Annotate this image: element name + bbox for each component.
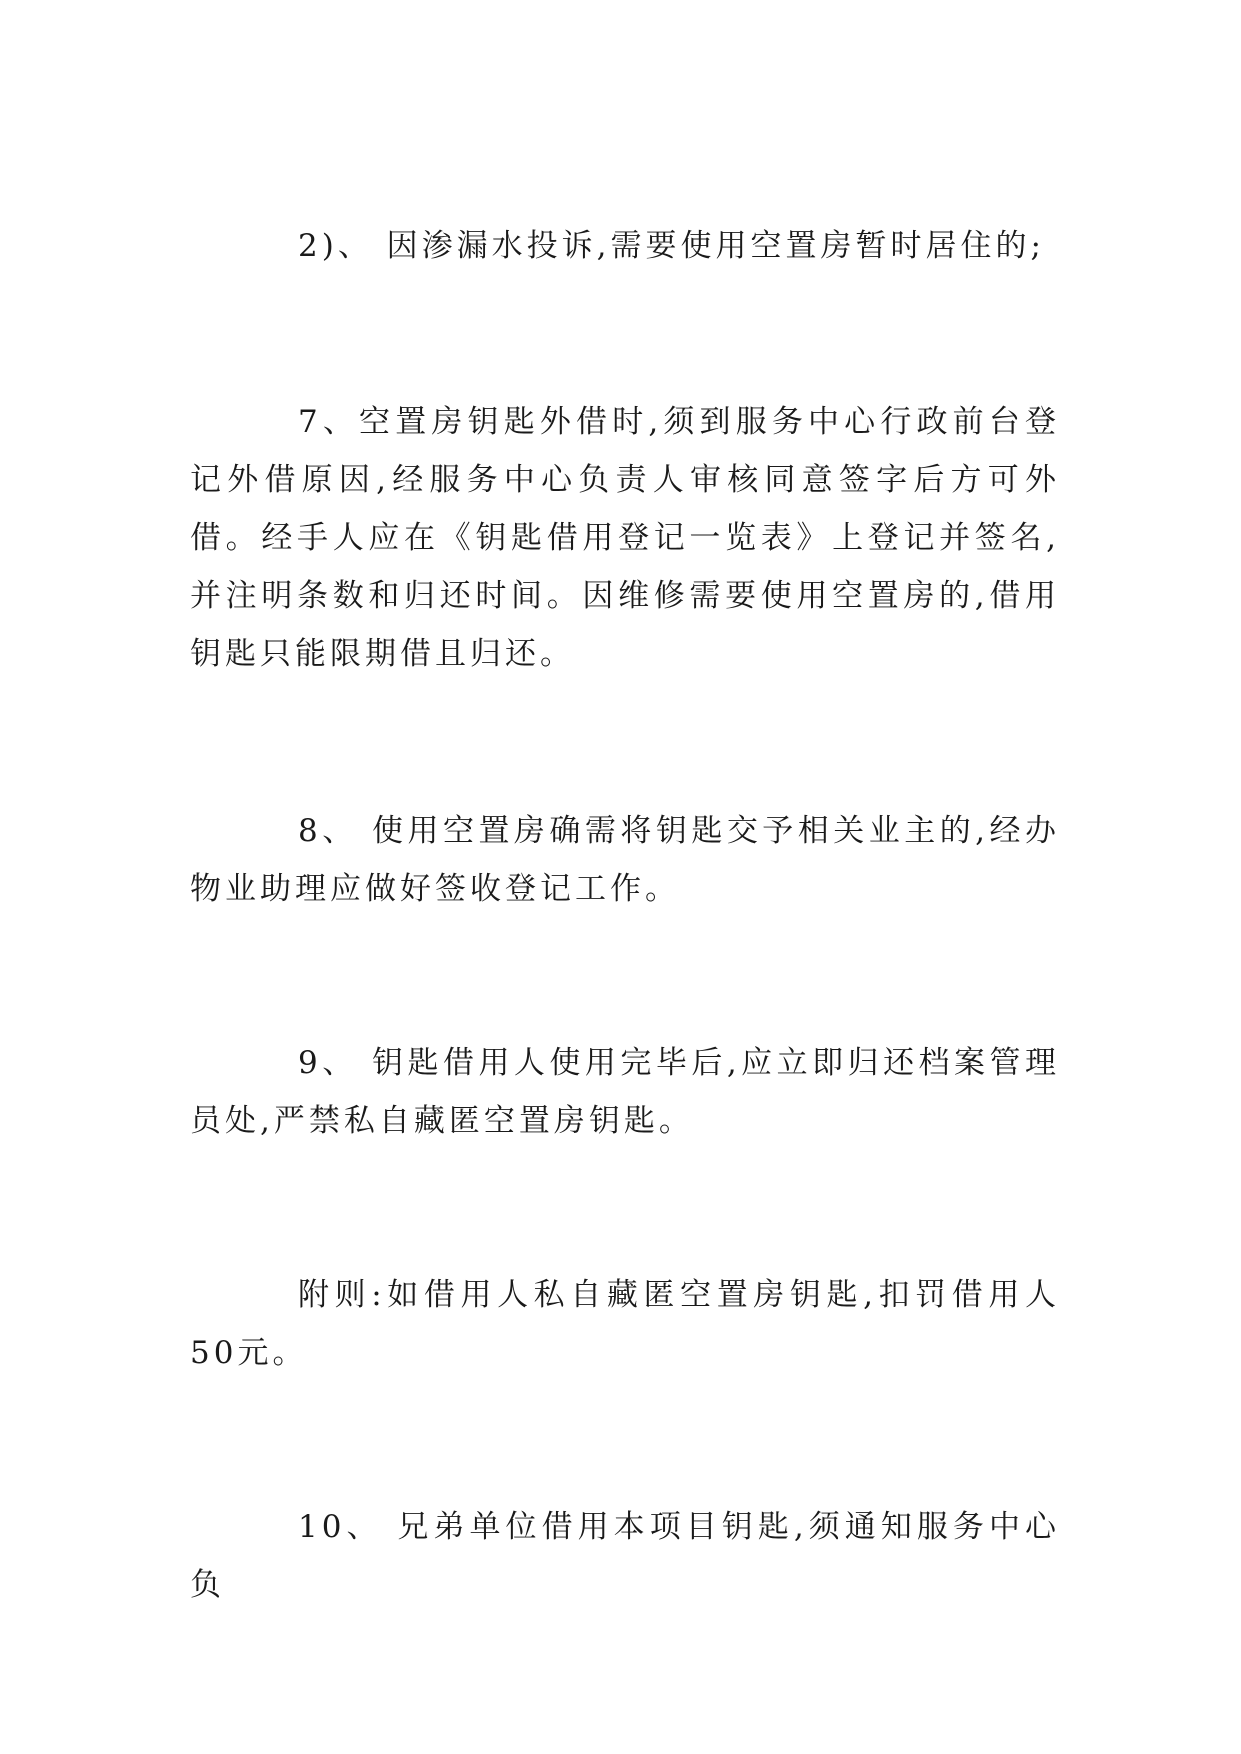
- paragraph-rule-10-sibling-units: 10、 兄弟单位借用本项目钥匙,须通知服务中心负: [190, 1509, 1060, 1603]
- paragraph-rule-7-key-lending: 7、空置房钥匙外借时,须到服务中心行政前台登记外借原因,经服务中心负责人审核同意签字后方可外借。经手人应在《钥匙借用登记一览表》上登记并签名,并注明条数和归还时间。因维修需要使用空置房的,借用钥匙只能限期借且归还。: [190, 404, 1060, 672]
- paragraph-rule-8-key-handover: 8、 使用空置房确需将钥匙交予相关业主的,经办物业助理应做好签收登记工作。: [190, 813, 1060, 907]
- paragraph-item-2-scenario: 2)、 因渗漏水投诉,需要使用空置房暂时居住的;: [298, 228, 1045, 264]
- paragraph-supplementary-rule: 附则:如借用人私自藏匿空置房钥匙,扣罚借用人50元。: [190, 1277, 1060, 1371]
- paragraph-rule-9-key-return: 9、 钥匙借用人使用完毕后,应立即归还档案管理员处,严禁私自藏匿空置房钥匙。: [190, 1045, 1060, 1139]
